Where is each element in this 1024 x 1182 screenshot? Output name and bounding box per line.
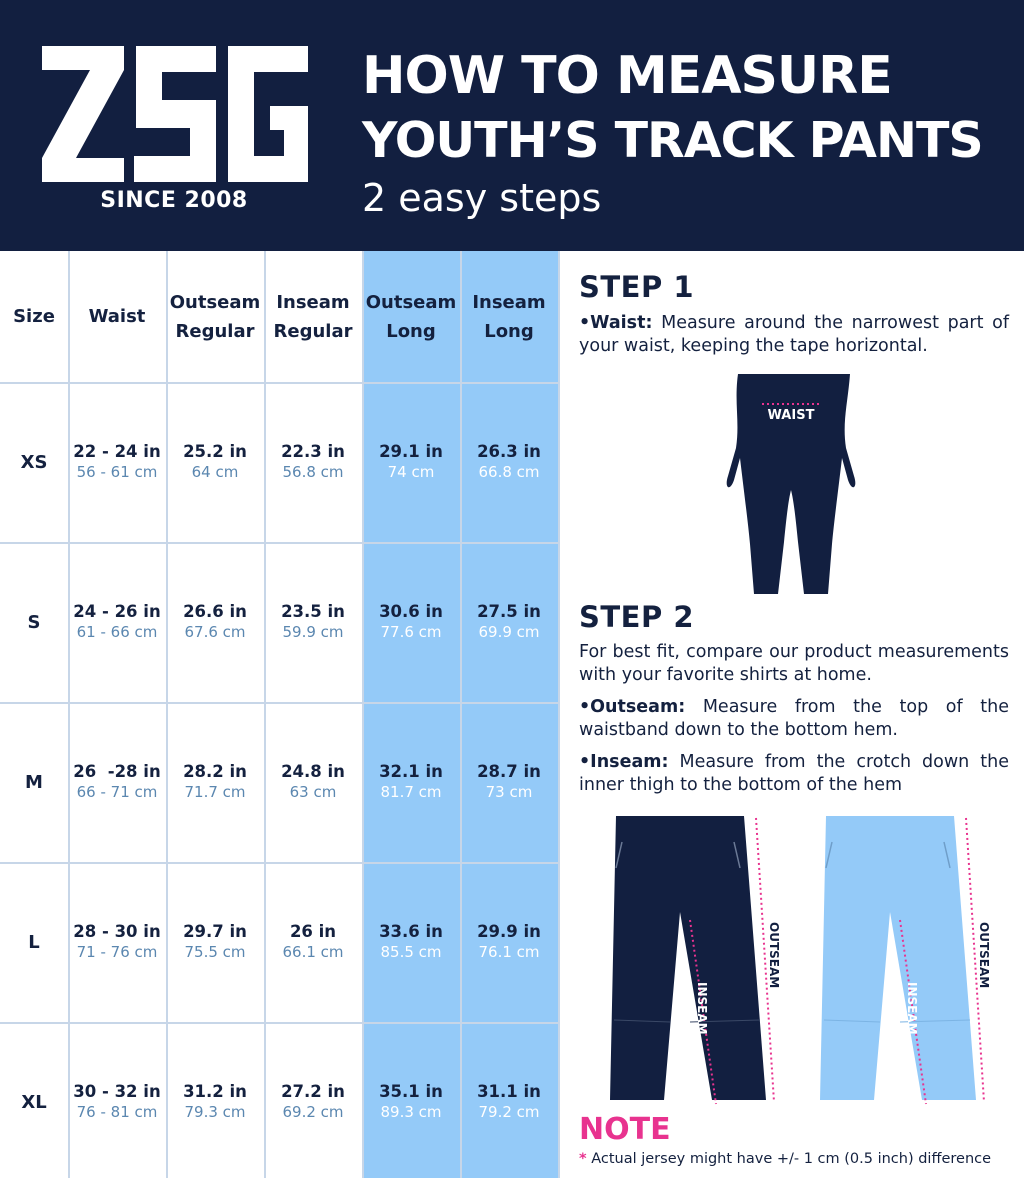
size-label: M xyxy=(25,771,43,793)
value-cm: 59.9 cm xyxy=(282,623,344,641)
value-inches: 22.3 in xyxy=(281,442,345,461)
value-cm: 79.2 cm xyxy=(478,1103,540,1121)
value-inches: 26.3 in xyxy=(477,442,541,461)
step1-title: STEP 1 xyxy=(579,270,695,304)
outseam-tag-navy: OUTSEAM xyxy=(767,922,781,989)
value-inches: 24 - 26 in xyxy=(73,602,161,621)
value-inches: 29.1 in xyxy=(379,442,443,461)
size-label: XL xyxy=(21,1091,47,1113)
value-inches: 35.1 in xyxy=(379,1082,443,1101)
value-inches: 31.1 in xyxy=(477,1082,541,1101)
page-subtitle: 2 easy steps xyxy=(362,176,602,220)
value-cm: 69.2 cm xyxy=(282,1103,344,1121)
outseam-tag-blue: OUTSEAM xyxy=(977,922,991,989)
cell-waist xyxy=(68,702,166,862)
value-inches: 29.9 in xyxy=(477,922,541,941)
note-title: NOTE xyxy=(579,1112,671,1147)
value-inches: 26.6 in xyxy=(183,602,247,621)
value-cm: 73 cm xyxy=(485,783,533,801)
cell-inseam-long xyxy=(460,1022,558,1182)
page-title-line1: HOW TO MEASURE xyxy=(362,46,892,106)
cell-waist xyxy=(68,1022,166,1182)
cell-outseam-long xyxy=(362,862,460,1022)
value-cm: 71 - 76 cm xyxy=(76,943,158,961)
value-cm: 56.8 cm xyxy=(282,463,344,481)
size-chart-table xyxy=(0,251,560,1178)
step2-inseam-instruction: •Inseam: Measure from the crotch down the inner thigh to the bottom of the hem xyxy=(579,752,1009,795)
inseam-tag-navy: INSEAM xyxy=(695,982,709,1035)
value-inches: 32.1 in xyxy=(379,762,443,781)
value-cm: 67.6 cm xyxy=(184,623,246,641)
cell-outseam-long xyxy=(362,702,460,862)
step2-title: STEP 2 xyxy=(579,600,695,634)
value-cm: 69.9 cm xyxy=(478,623,540,641)
value-inches: 27.2 in xyxy=(281,1082,345,1101)
value-cm: 76.1 cm xyxy=(478,943,540,961)
value-inches: 26 -28 in xyxy=(73,762,161,781)
cell-outseam-regular xyxy=(166,382,264,542)
column-divider xyxy=(558,251,560,1178)
waist-figure-label: WAIST xyxy=(767,408,815,423)
value-inches: 30.6 in xyxy=(379,602,443,621)
value-inches: 25.2 in xyxy=(183,442,247,461)
value-cm: 61 - 66 cm xyxy=(76,623,158,641)
value-cm: 63 cm xyxy=(289,783,337,801)
value-inches: 30 - 32 in xyxy=(73,1082,161,1101)
value-inches: 26 in xyxy=(289,922,337,941)
value-cm: 76 - 81 cm xyxy=(76,1103,158,1121)
step2-outseam-instruction: •Outseam: Measure from the top of the waistband down to the bottom hem. xyxy=(579,697,1009,740)
value-inches: 31.2 in xyxy=(183,1082,247,1101)
value-inches: 28.7 in xyxy=(477,762,541,781)
cell-inseam-regular xyxy=(264,1022,362,1182)
cell-waist xyxy=(68,862,166,1022)
value-inches: 27.5 in xyxy=(477,602,541,621)
size-label: S xyxy=(27,611,41,633)
header-waist: Waist xyxy=(88,306,146,327)
size-label: XS xyxy=(20,451,48,473)
cell-outseam-regular xyxy=(166,1022,264,1182)
cell-outseam-regular xyxy=(166,542,264,702)
cell-waist xyxy=(68,382,166,542)
value-cm: 64 cm xyxy=(191,463,239,481)
value-inches: 33.6 in xyxy=(379,922,443,941)
page-title-line2: YOUTH’S TRACK PANTS xyxy=(362,112,983,169)
header-inseam-regular: Inseam Regular xyxy=(273,291,353,342)
value-cm: 77.6 cm xyxy=(380,623,442,641)
value-inches: 28.2 in xyxy=(183,762,247,781)
header-outseam-regular: Outseam Regular xyxy=(169,291,261,342)
value-cm: 66 - 71 cm xyxy=(76,783,158,801)
cell-inseam-long xyxy=(460,702,558,862)
cell-inseam-long xyxy=(460,542,558,702)
header-inseam-long: Inseam Long xyxy=(472,291,546,342)
inseam-tag-blue: INSEAM xyxy=(905,982,919,1035)
body-silhouette-icon xyxy=(724,372,858,596)
value-cm: 85.5 cm xyxy=(380,943,442,961)
note-text: * Actual jersey might have +/- 1 cm (0.5 inch) difference xyxy=(579,1151,992,1167)
value-inches: 22 - 24 in xyxy=(73,442,161,461)
cell-inseam-regular xyxy=(264,382,362,542)
cell-outseam-regular xyxy=(166,862,264,1022)
cell-outseam-long xyxy=(362,542,460,702)
header-outseam-long: Outseam Long xyxy=(365,291,457,342)
zsg-logo xyxy=(38,46,308,182)
cell-inseam-regular xyxy=(264,702,362,862)
cell-outseam-long xyxy=(362,382,460,542)
value-inches: 29.7 in xyxy=(183,922,247,941)
cell-waist xyxy=(68,542,166,702)
header-banner xyxy=(0,0,1024,251)
value-inches: 24.8 in xyxy=(281,762,345,781)
value-cm: 66.8 cm xyxy=(478,463,540,481)
cell-inseam-regular xyxy=(264,542,362,702)
navy-pants-icon xyxy=(592,812,792,1110)
value-cm: 56 - 61 cm xyxy=(76,463,158,481)
value-cm: 89.3 cm xyxy=(380,1103,442,1121)
cell-inseam-regular xyxy=(264,862,362,1022)
size-label: L xyxy=(28,931,40,953)
value-cm: 75.5 cm xyxy=(184,943,246,961)
value-cm: 79.3 cm xyxy=(184,1103,246,1121)
value-cm: 66.1 cm xyxy=(282,943,344,961)
step1-waist-instruction: •Waist: Measure around the narrowest part of your waist, keeping the tape horizontal. xyxy=(579,313,1009,356)
value-inches: 28 - 30 in xyxy=(73,922,161,941)
cell-outseam-regular xyxy=(166,702,264,862)
value-cm: 74 cm xyxy=(387,463,435,481)
value-inches: 23.5 in xyxy=(281,602,345,621)
value-cm: 71.7 cm xyxy=(184,783,246,801)
cell-outseam-long xyxy=(362,1022,460,1182)
step2-intro: For best fit, compare our product measurements with your favorite shirts at home. xyxy=(579,642,1009,685)
since-label: SINCE 2008 xyxy=(100,188,248,213)
value-cm: 81.7 cm xyxy=(380,783,442,801)
header-size: Size xyxy=(13,306,55,327)
cell-inseam-long xyxy=(460,382,558,542)
cell-inseam-long xyxy=(460,862,558,1022)
light-blue-pants-icon xyxy=(802,812,1002,1110)
